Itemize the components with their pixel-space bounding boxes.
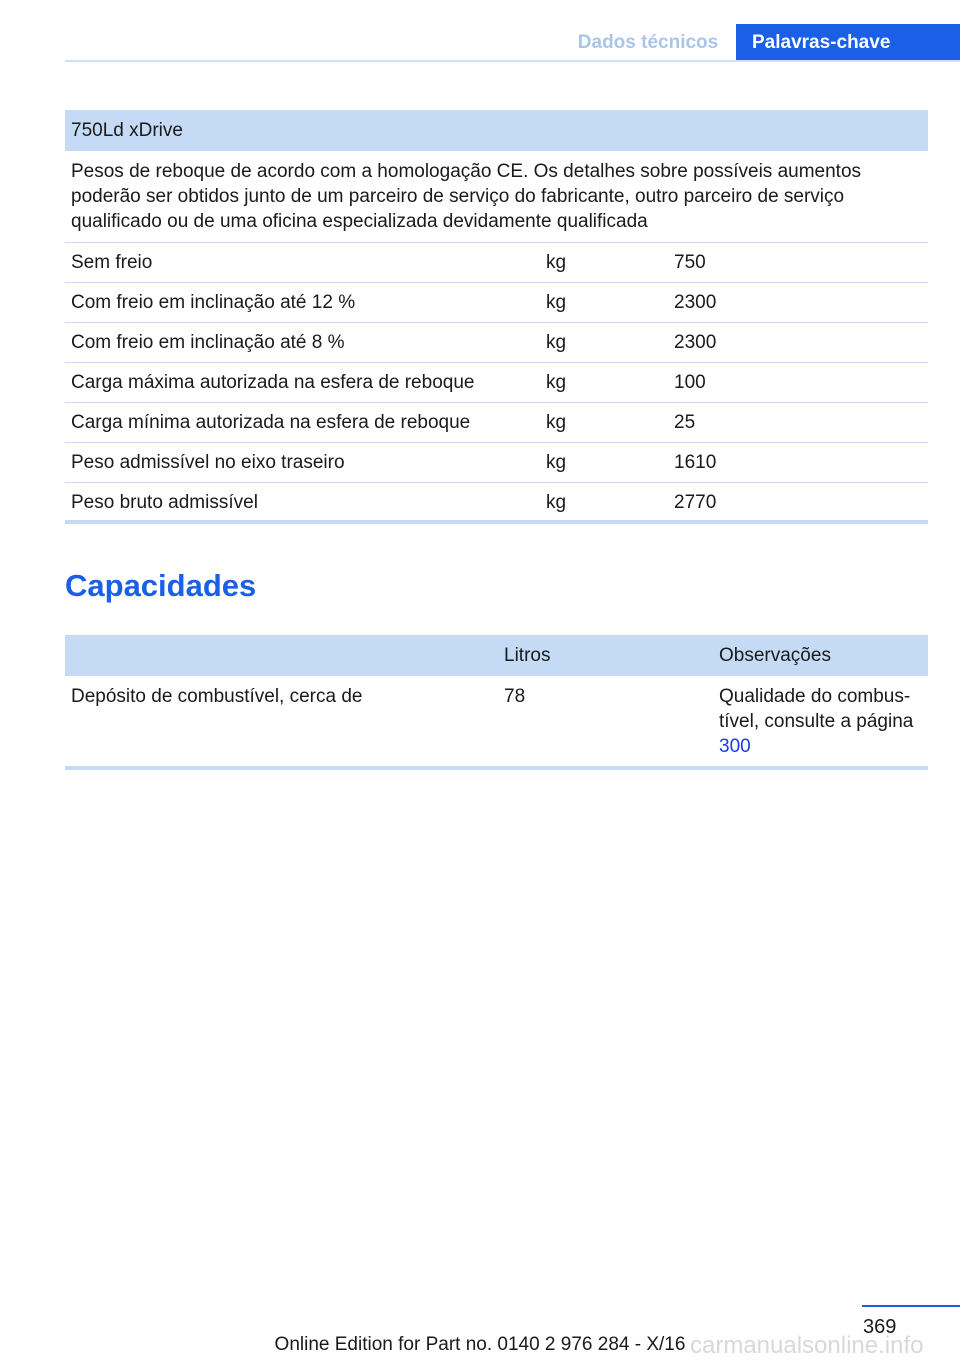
table-row [65, 243, 928, 283]
towing-description: Pesos de reboque de acordo com a homologação CE. Os detalhes sobre possíveis aumentos poderão ser obtidos junto de um parceiro de serviço do fabricante, outro parceiro de serviço qualificado ou de uma oficina especializada devidamente qualificada [71, 161, 862, 232]
row-unit: kg [540, 443, 668, 483]
description-row [65, 151, 928, 243]
header-litros: Litros [504, 644, 551, 666]
observation-text: Qualidade do combus-tível, consulte a página [719, 686, 914, 732]
header-empty [65, 635, 498, 676]
towing-weights-table [65, 110, 928, 523]
row-unit: kg [540, 363, 668, 403]
table-header-row [65, 110, 928, 151]
row-unit: kg [540, 323, 668, 363]
row-label: Com freio em inclinação até 12 % [65, 283, 540, 323]
row-litros: 78 [504, 686, 526, 707]
tab-dados-tecnicos[interactable]: Dados técnicos [577, 32, 719, 53]
row-value: 100 [668, 363, 928, 403]
row-unit: kg [540, 403, 668, 443]
page-link[interactable]: 300 [719, 736, 751, 757]
table-bottom-border [65, 766, 928, 770]
row-label: Com freio em inclinação até 8 % [65, 323, 540, 363]
row-unit: kg [540, 483, 668, 523]
table-row [65, 323, 928, 363]
table-row [65, 403, 928, 443]
row-value: 1610 [668, 443, 928, 483]
header-divider [65, 60, 960, 62]
row-value: 2770 [668, 483, 928, 523]
row-value: 750 [668, 243, 928, 283]
table-row [65, 363, 928, 403]
row-label: Carga máxima autorizada na esfera de reboque [65, 363, 540, 403]
row-label: Peso bruto admissível [65, 483, 540, 523]
table-row [65, 283, 928, 323]
row-label: Sem freio [65, 243, 540, 283]
row-value: 2300 [668, 323, 928, 363]
page-number-rule [862, 1305, 960, 1307]
table-header-row [65, 635, 928, 676]
row-unit: kg [540, 283, 668, 323]
capacities-table [65, 635, 928, 768]
row-label: Carga mínima autorizada na esfera de reboque [65, 403, 540, 443]
section-title-capacidades: Capacidades [65, 568, 257, 603]
table-row [65, 483, 928, 523]
tab-palavras-chave[interactable]: Palavras-chave [736, 24, 960, 62]
row-observacoes [713, 676, 928, 768]
row-label: Peso admissível no eixo traseiro [65, 443, 540, 483]
watermark: carmanualsonline.info [690, 1332, 924, 1359]
table-row [65, 443, 928, 483]
table-bottom-border [65, 520, 928, 524]
row-value: 25 [668, 403, 928, 443]
row-value: 2300 [668, 283, 928, 323]
edition-footer: Online Edition for Part no. 0140 2 976 284 - X/16 [274, 1334, 686, 1355]
row-unit: kg [540, 243, 668, 283]
header-observacoes: Observações [719, 644, 831, 666]
table-row [65, 676, 928, 768]
page-header [0, 0, 960, 62]
model-name: 750Ld xDrive [71, 119, 183, 141]
page-number: 369 [863, 1316, 897, 1338]
row-label: Depósito de combustível, cerca de [71, 686, 363, 707]
